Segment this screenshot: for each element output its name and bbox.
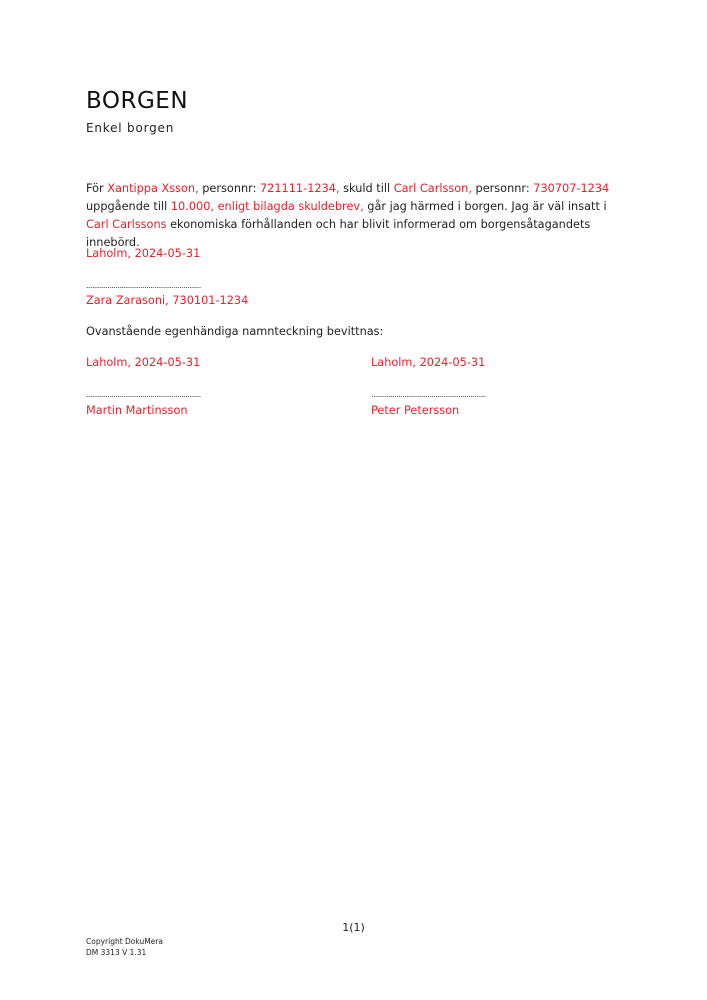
debtor-id: 721111-1234, [260,182,340,195]
footer-copyright: Copyright DokuMera [86,937,164,946]
witness-heading: Ovanstående egenhändiga namnteckning bevittnas: [86,325,384,338]
debtor-name: Xantippa Xsson, [107,182,199,195]
footer-version: DM 3313 V 1.31 [86,948,147,957]
witness-2-signature-line: ........................................................... [371,390,486,399]
creditor-id: 730707-1234 [533,182,610,195]
witness-2-place-date: Laholm, 2024-05-31 [371,356,486,369]
text-segment: personnr: [471,182,534,195]
guarantee-paragraph [86,180,626,252]
page-subtitle: Enkel borgen [86,121,175,135]
creditor-name: Carl Carlsson, [393,182,472,195]
amount: 10.000, [170,200,214,213]
text-segment: personnr: [198,182,260,195]
witness-1-signature-line: ........................................................... [86,390,201,399]
guarantor-name-id: Zara Zarasoni, 730101-1234 [86,294,249,307]
page-number: 1(1) [342,921,365,934]
text-segment: går jag härmed i borgen. Jag är väl insatt i [363,200,607,213]
witness-1-name: Martin Martinsson [86,404,188,417]
text-segment: För [86,182,108,195]
witness-1-place-date: Laholm, 2024-05-31 [86,356,201,369]
guarantor-place-date: Laholm, 2024-05-31 [86,247,201,260]
text-segment: uppgående till [86,200,171,213]
guarantor-signature-line: ........................................................... [86,281,201,290]
page-title: BORGEN [86,88,189,114]
creditor-possessive: Carl Carlssons [86,218,167,231]
text-segment: ekonomiska förhållanden och har blivit informerad om borgensåtagandets innebörd. [86,218,591,249]
witness-2-name: Peter Petersson [371,404,460,417]
reference: enligt bilagda skuldebrev, [217,200,364,213]
text-segment: skuld till [339,182,394,195]
